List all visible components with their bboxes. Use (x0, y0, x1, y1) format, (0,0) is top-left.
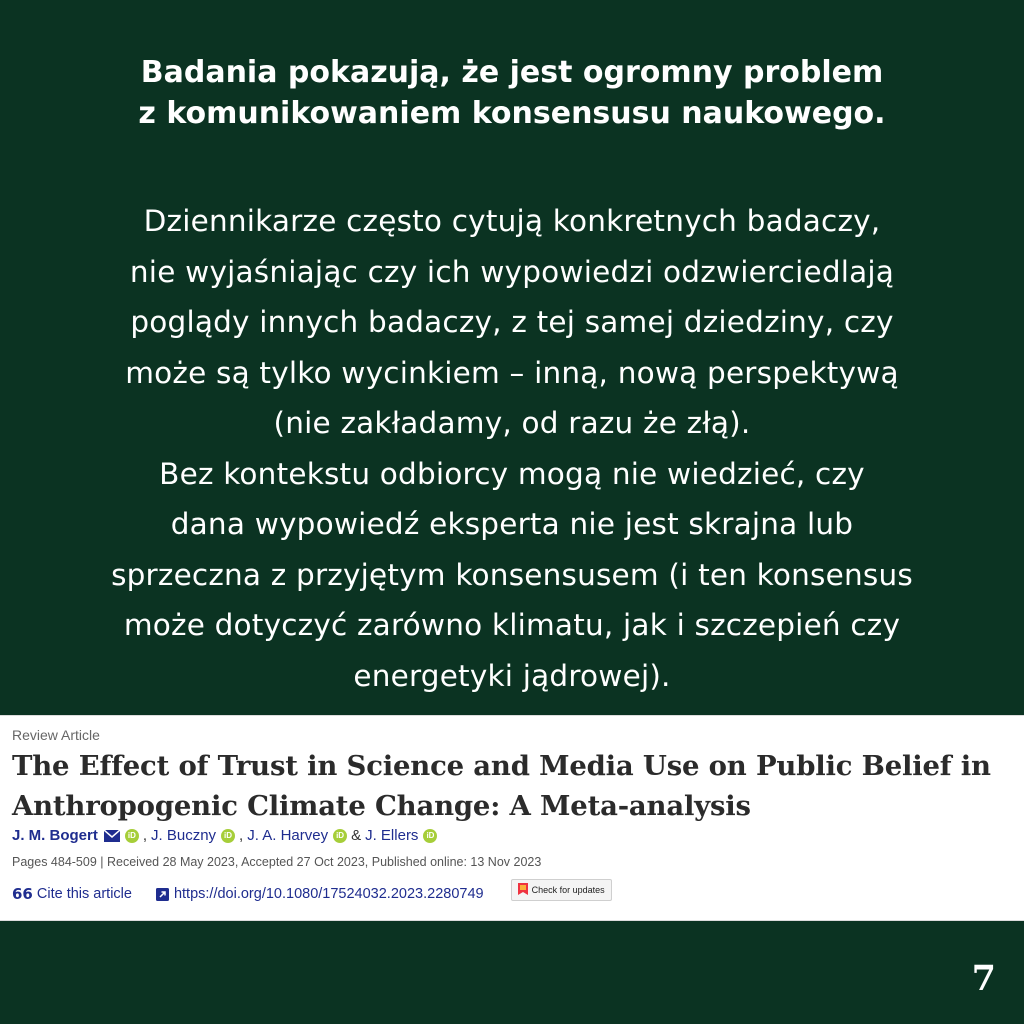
cite-article-link[interactable] (12, 885, 132, 903)
headline-line: z komunikowaniem konsensusu naukowego. (138, 96, 886, 131)
author-separator: , (239, 827, 244, 844)
mail-icon[interactable] (104, 830, 120, 842)
external-link-icon (156, 888, 169, 901)
article-actions (12, 885, 612, 903)
author-link[interactable]: J. A. Harvey (247, 827, 329, 844)
check-for-updates-label: Check for updates (531, 885, 605, 895)
orcid-icon[interactable]: iD (423, 829, 437, 843)
body-line: Dziennikarze często cytują konkretnych badaczy, (143, 204, 881, 238)
article-title-line: Anthropogenic Climate Change: A Meta-analysis (12, 790, 751, 822)
author-list (12, 827, 441, 844)
doi-link[interactable] (156, 886, 484, 902)
author-separator: , (142, 827, 148, 844)
body-line: energetyki jądrowej). (353, 658, 671, 693)
author-link[interactable]: J. Ellers (365, 827, 419, 844)
article-card (0, 715, 1024, 921)
quote-icon: 66 (12, 885, 33, 903)
body-line: poglądy innych badaczy, z tej samej dziedziny, czy (130, 305, 894, 339)
body-line: Bez kontekstu odbiorcy mogą nie wiedzieć, czy (159, 456, 865, 491)
orcid-icon[interactable]: iD (333, 829, 347, 843)
cite-article-label: Cite this article (36, 886, 132, 902)
crossmark-icon (518, 883, 528, 897)
check-for-updates-button[interactable] (511, 879, 612, 901)
author-link[interactable]: J. Buczny (151, 827, 217, 844)
page-number: 7 (971, 958, 996, 999)
article-title (12, 746, 1012, 826)
body-line: nie wyjaśniając czy ich wypowiedzi odzwierciedlają (129, 254, 895, 289)
author-separator: & (351, 827, 362, 844)
article-title-line: The Effect of Trust in Science and Media Use on Public Belief in (12, 750, 991, 782)
article-type: Review Article (12, 727, 100, 743)
body-line: dana wypowiedź eksperta nie jest skrajna lub (170, 507, 854, 541)
orcid-icon[interactable]: iD (125, 829, 139, 843)
body-line: może są tylko wycinkiem – inną, nową perspektywą (125, 355, 899, 390)
body-line: sprzeczna z przyjętym konsensusem (i ten konsensus (111, 557, 913, 592)
body-line: (nie zakładamy, od razu że złą). (273, 406, 751, 440)
publication-meta: Pages 484-509 | Received 28 May 2023, Accepted 27 Oct 2023, Published online: 13 Nov 2023 (12, 855, 542, 869)
author-link[interactable]: J. M. Bogert (12, 827, 98, 844)
body-text (20, 196, 1004, 701)
body-line: może dotyczyć zarówno klimatu, jak i szczepień czy (123, 608, 901, 642)
doi-url: https://doi.org/10.1080/17524032.2023.2280749 (173, 886, 484, 902)
headline (40, 52, 984, 134)
orcid-icon[interactable]: iD (221, 829, 235, 843)
headline-line: Badania pokazują, że jest ogromny problem (140, 55, 884, 90)
